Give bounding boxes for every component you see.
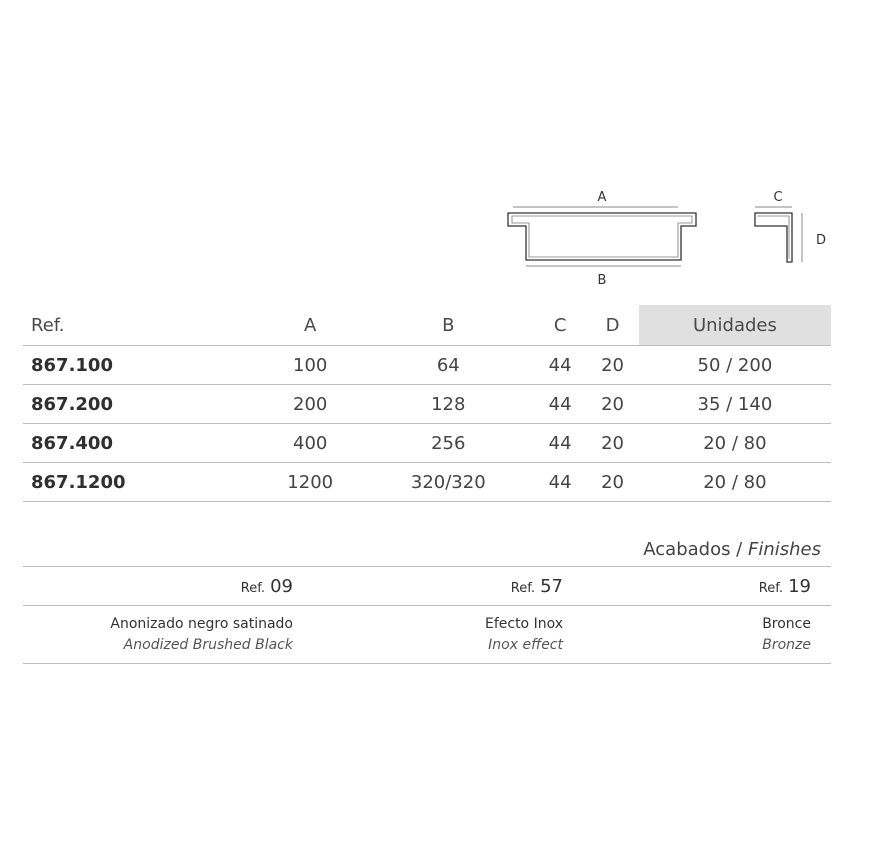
finish-name-es: Bronce [762, 615, 811, 632]
finishes-title-en: Finishes [747, 539, 821, 560]
cell-d: 20 [586, 424, 638, 463]
cell-units: 20 / 80 [639, 424, 831, 463]
ref-prefix: Ref. [758, 580, 783, 596]
ref-prefix: Ref. [240, 580, 265, 596]
finish-name-en: Bronze [762, 636, 811, 653]
cell-ref: 867.100 [23, 346, 258, 385]
cell-a: 400 [258, 424, 363, 463]
finish-ref-57 [293, 576, 563, 597]
table-row [23, 385, 831, 424]
cell-b: 256 [363, 424, 534, 463]
dimension-diagram [495, 180, 840, 290]
finishes-title [23, 530, 831, 567]
finish-name-es: Anonizado negro satinado [110, 615, 293, 632]
cell-c: 44 [534, 346, 586, 385]
cell-a: 200 [258, 385, 363, 424]
ref-number: 09 [270, 575, 293, 597]
finish-name-09 [23, 614, 293, 656]
label-d: D [815, 233, 827, 248]
header-ref: Ref. [23, 305, 258, 346]
front-view-outline [508, 213, 696, 260]
cell-b: 64 [363, 346, 534, 385]
ref-number: 57 [540, 575, 563, 597]
cell-d: 20 [586, 463, 638, 502]
dimensions-table [23, 305, 831, 502]
ref-number: 19 [788, 575, 811, 597]
finish-refs-row [23, 567, 831, 606]
cell-units: 20 / 80 [639, 463, 831, 502]
cell-d: 20 [586, 385, 638, 424]
cell-b: 128 [363, 385, 534, 424]
finishes-section [23, 530, 831, 664]
side-view-outline [755, 213, 792, 262]
finish-name-19 [563, 614, 821, 656]
handle-drawing [495, 180, 840, 290]
table-row [23, 463, 831, 502]
finishes-title-es: Acabados / [643, 539, 748, 560]
header-b: B [363, 305, 534, 346]
cell-b: 320/320 [363, 463, 534, 502]
cell-c: 44 [534, 463, 586, 502]
finish-name-en: Inox effect [488, 636, 563, 653]
cell-ref: 867.200 [23, 385, 258, 424]
finish-ref-09 [23, 576, 293, 597]
cell-units: 35 / 140 [639, 385, 831, 424]
finish-name-es: Efecto Inox [484, 615, 563, 632]
table-row [23, 346, 831, 385]
cell-c: 44 [534, 424, 586, 463]
cell-c: 44 [534, 385, 586, 424]
table-header-row [23, 305, 831, 346]
finish-ref-19 [563, 576, 821, 597]
cell-units: 50 / 200 [639, 346, 831, 385]
ref-prefix: Ref. [510, 580, 535, 596]
cell-a: 1200 [258, 463, 363, 502]
label-a: A [597, 190, 607, 205]
header-a: A [258, 305, 363, 346]
finish-names-row [23, 606, 831, 664]
label-c: C [773, 190, 783, 205]
header-c: C [534, 305, 586, 346]
cell-ref: 867.1200 [23, 463, 258, 502]
finish-name-en: Anodized Brushed Black [123, 636, 293, 653]
cell-d: 20 [586, 346, 638, 385]
finish-name-57 [293, 614, 563, 656]
label-b: B [597, 273, 607, 288]
header-units: Unidades [639, 305, 831, 346]
header-d: D [586, 305, 638, 346]
table-row [23, 424, 831, 463]
cell-a: 100 [258, 346, 363, 385]
cell-ref: 867.400 [23, 424, 258, 463]
